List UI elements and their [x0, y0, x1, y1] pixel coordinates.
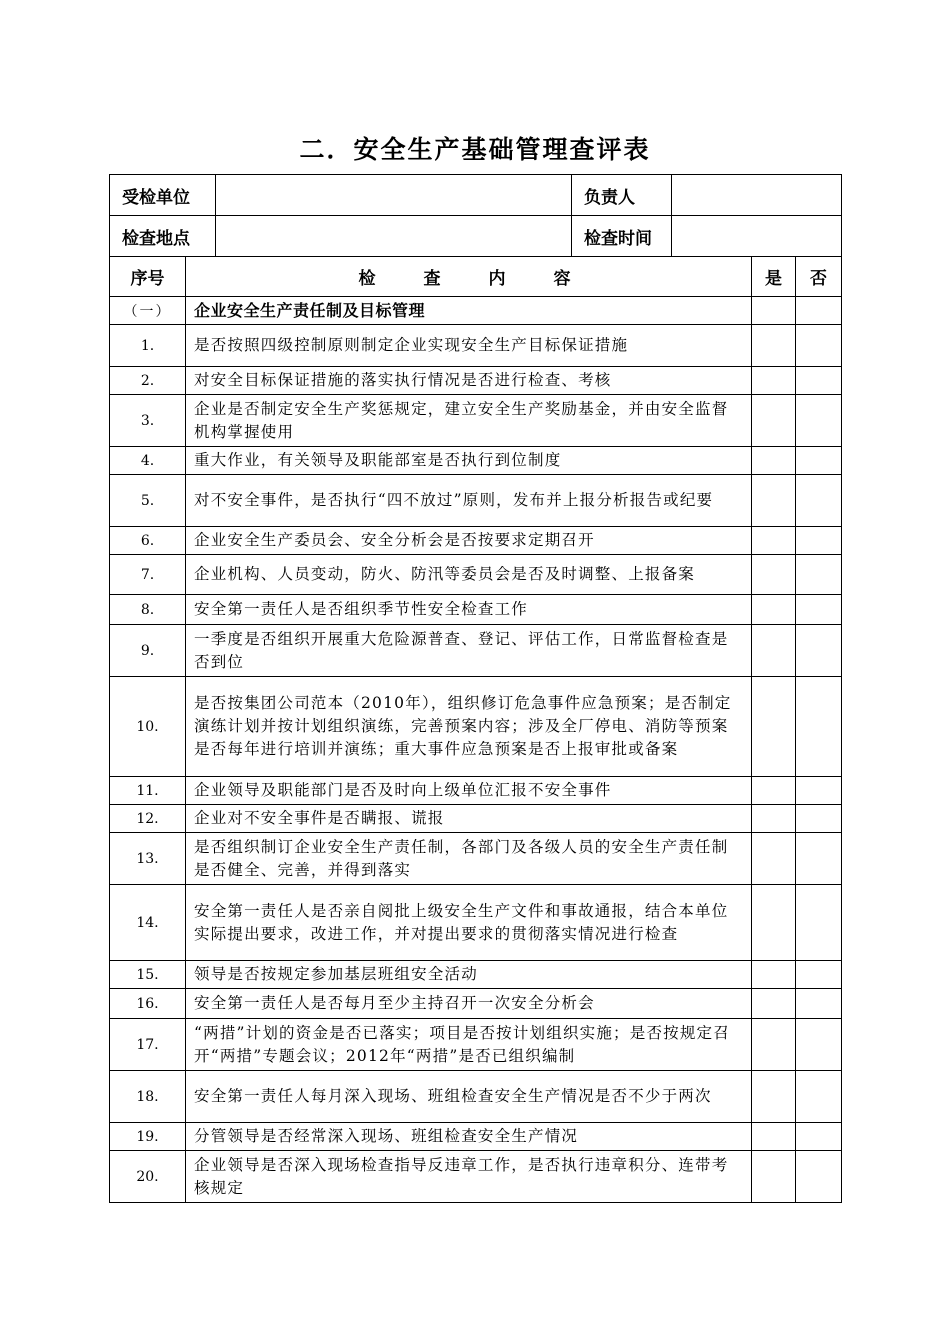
row-number: 14.	[110, 885, 186, 961]
yes-check-cell[interactable]	[752, 1019, 796, 1071]
row-number: 13.	[110, 833, 186, 885]
table-row	[110, 989, 842, 1019]
table-row	[110, 885, 842, 961]
section-title: 企业安全生产责任制及目标管理	[186, 297, 752, 325]
yes-check-cell[interactable]	[752, 833, 796, 885]
no-check-cell[interactable]	[796, 325, 842, 367]
row-number: 19.	[110, 1123, 186, 1151]
yes-check-cell[interactable]	[752, 1123, 796, 1151]
row-content: 分管领导是否经常深入现场、班组检查安全生产情况	[186, 1123, 752, 1151]
table-row	[110, 961, 842, 989]
person-label: 负责人	[572, 175, 672, 216]
table-row	[110, 475, 842, 527]
row-content: 安全第一责任人是否亲自阅批上级安全生产文件和事故通报，结合本单位实际提出要求，改进工作，并对提出要求的贯彻落实情况进行检查	[186, 885, 752, 961]
row-content: 企业是否制定安全生产奖惩规定，建立安全生产奖励基金，并由安全监督机构掌握使用	[186, 395, 752, 447]
no-check-cell[interactable]	[796, 595, 842, 625]
row-content: 企业领导及职能部门是否及时向上级单位汇报不安全事件	[186, 777, 752, 805]
time-value-field[interactable]	[672, 216, 842, 257]
row-content: 安全第一责任人是否组织季节性安全检查工作	[186, 595, 752, 625]
row-number: 6.	[110, 527, 186, 555]
row-content: 企业机构、人员变动，防火、防汛等委员会是否及时调整、上报备案	[186, 555, 752, 595]
section-number: （一）	[110, 297, 186, 325]
table-row	[110, 1151, 842, 1203]
row-content: 安全第一责任人是否每月至少主持召开一次安全分析会	[186, 989, 752, 1019]
row-number: 15.	[110, 961, 186, 989]
table-row	[110, 395, 842, 447]
row-number: 5.	[110, 475, 186, 527]
table-row	[110, 805, 842, 833]
table-row	[110, 625, 842, 677]
yes-check-cell[interactable]	[752, 595, 796, 625]
no-check-cell[interactable]	[796, 885, 842, 961]
row-number: 1.	[110, 325, 186, 367]
yes-check-cell[interactable]	[752, 805, 796, 833]
section-no-cell[interactable]	[796, 297, 842, 325]
yes-check-cell[interactable]	[752, 367, 796, 395]
row-number: 20.	[110, 1151, 186, 1203]
row-content: 企业领导是否深入现场检查指导反违章工作，是否执行违章积分、连带考核规定	[186, 1151, 752, 1203]
row-number: 7.	[110, 555, 186, 595]
table-row	[110, 595, 842, 625]
table-row	[110, 1123, 842, 1151]
table-row	[110, 777, 842, 805]
yes-check-cell[interactable]	[752, 395, 796, 447]
row-content: “两措”计划的资金是否已落实；项目是否按计划组织实施；是否按规定召开“两措”专题会议；2012年“两措”是否已组织编制	[186, 1019, 752, 1071]
row-content: 是否组织制订企业安全生产责任制，各部门及各级人员的安全生产责任制是否健全、完善，并得到落实	[186, 833, 752, 885]
no-check-cell[interactable]	[796, 777, 842, 805]
row-content: 一季度是否组织开展重大危险源普查、登记、评估工作，日常监督检查是否到位	[186, 625, 752, 677]
table-row	[110, 447, 842, 475]
row-number: 8.	[110, 595, 186, 625]
col-seq-header: 序号	[110, 257, 186, 297]
row-content: 对不安全事件，是否执行“四不放过”原则，发布并上报分析报告或纪要	[186, 475, 752, 527]
table-row	[110, 677, 842, 777]
row-content: 企业安全生产委员会、安全分析会是否按要求定期召开	[186, 527, 752, 555]
table-row	[110, 527, 842, 555]
place-value-field[interactable]	[216, 216, 572, 257]
column-header-row	[110, 257, 842, 297]
no-check-cell[interactable]	[796, 833, 842, 885]
row-content: 是否按集团公司范本（2010年），组织修订危急事件应急预案；是否制定演练计划并按计划组织演练，完善预案内容；涉及全厂停电、消防等预案是否每年进行培训并演练；重大事件应急预案是否上报审批或备案	[186, 677, 752, 777]
inspection-table	[109, 174, 842, 1203]
table-row	[110, 1019, 842, 1071]
row-number: 11.	[110, 777, 186, 805]
no-check-cell[interactable]	[796, 1123, 842, 1151]
no-check-cell[interactable]	[796, 625, 842, 677]
row-number: 12.	[110, 805, 186, 833]
header-row-unit	[110, 175, 842, 216]
yes-check-cell[interactable]	[752, 325, 796, 367]
row-content: 是否按照四级控制原则制定企业实现安全生产目标保证措施	[186, 325, 752, 367]
no-check-cell[interactable]	[796, 961, 842, 989]
page-title: 二．安全生产基础管理查评表	[299, 135, 651, 164]
yes-check-cell[interactable]	[752, 527, 796, 555]
row-number: 3.	[110, 395, 186, 447]
row-number: 10.	[110, 677, 186, 777]
col-yes-header: 是	[752, 257, 796, 297]
no-check-cell[interactable]	[796, 367, 842, 395]
row-content: 安全第一责任人每月深入现场、班组检查安全生产情况是否不少于两次	[186, 1071, 752, 1123]
row-number: 4.	[110, 447, 186, 475]
no-check-cell[interactable]	[796, 527, 842, 555]
table-row	[110, 325, 842, 367]
yes-check-cell[interactable]	[752, 625, 796, 677]
row-content: 领导是否按规定参加基层班组安全活动	[186, 961, 752, 989]
yes-check-cell[interactable]	[752, 777, 796, 805]
yes-check-cell[interactable]	[752, 961, 796, 989]
yes-check-cell[interactable]	[752, 1151, 796, 1203]
no-check-cell[interactable]	[796, 677, 842, 777]
unit-label: 受检单位	[110, 175, 216, 216]
table-row	[110, 555, 842, 595]
no-check-cell[interactable]	[796, 1019, 842, 1071]
col-no-header: 否	[796, 257, 842, 297]
row-number: 9.	[110, 625, 186, 677]
col-content-header: 检查内容	[186, 257, 752, 297]
yes-check-cell[interactable]	[752, 1071, 796, 1123]
table-row	[110, 367, 842, 395]
place-label: 检查地点	[110, 216, 216, 257]
row-content: 对安全目标保证措施的落实执行情况是否进行检查、考核	[186, 367, 752, 395]
time-label: 检查时间	[572, 216, 672, 257]
row-number: 2.	[110, 367, 186, 395]
yes-check-cell[interactable]	[752, 475, 796, 527]
row-number: 17.	[110, 1019, 186, 1071]
no-check-cell[interactable]	[796, 475, 842, 527]
no-check-cell[interactable]	[796, 1151, 842, 1203]
no-check-cell[interactable]	[796, 447, 842, 475]
header-row-place	[110, 216, 842, 257]
no-check-cell[interactable]	[796, 555, 842, 595]
table-row	[110, 833, 842, 885]
section-row	[110, 297, 842, 325]
row-content: 重大作业，有关领导及职能部室是否执行到位制度	[186, 447, 752, 475]
yes-check-cell[interactable]	[752, 447, 796, 475]
no-check-cell[interactable]	[796, 989, 842, 1019]
row-number: 18.	[110, 1071, 186, 1123]
no-check-cell[interactable]	[796, 395, 842, 447]
yes-check-cell[interactable]	[752, 989, 796, 1019]
section-yes-cell[interactable]	[752, 297, 796, 325]
row-number: 16.	[110, 989, 186, 1019]
yes-check-cell[interactable]	[752, 885, 796, 961]
no-check-cell[interactable]	[796, 805, 842, 833]
unit-value-field[interactable]	[216, 175, 572, 216]
table-row	[110, 1071, 842, 1123]
person-value-field[interactable]	[672, 175, 842, 216]
yes-check-cell[interactable]	[752, 555, 796, 595]
no-check-cell[interactable]	[796, 1071, 842, 1123]
yes-check-cell[interactable]	[752, 677, 796, 777]
row-content: 企业对不安全事件是否瞒报、谎报	[186, 805, 752, 833]
